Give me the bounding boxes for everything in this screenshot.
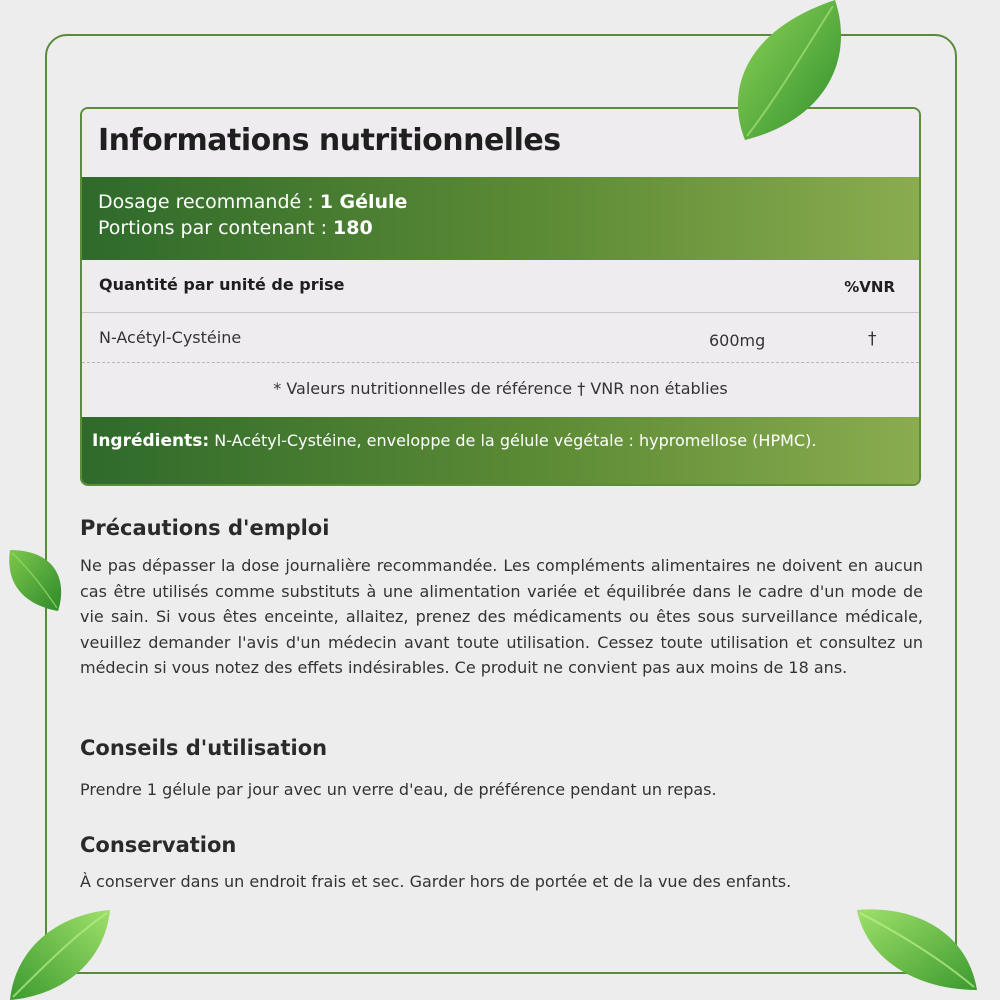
usage-title: Conseils d'utilisation [80,736,328,760]
item-name: N-Acétyl-Cystéine [99,328,242,347]
dosage-label: Dosage recommandé : [98,191,320,213]
dosage-value: 1 Gélule [319,191,408,213]
vnr-column-header: %VNR [844,278,895,296]
item-amount: 600mg [709,331,766,350]
precautions-text: Ne pas dépasser la dose journalière recommandée. Les compléments alimentaires ne doivent en aucun cas être utilisés comme substituts à une alimentation variée et équilibrée dans le cadre d'un mode de vie sain. Si vous êtes enceinte, allaitez, prenez des médicaments ou êtes sous surveillance médicale, veuillez demander l'avis d'un médecin avant toute utilisation. Cessez toute utilisation et consultez un médecin si vous notez des effets indésirables. Ce produit ne convient pas aux moins de 18 ans. [80,556,923,677]
nutrition-title: Informations nutritionnelles [82,109,919,177]
ingredients-label: Ingrédients: [92,431,210,451]
quantity-column-header: Quantité par unité de prise [99,275,345,294]
item-vnr: † [868,329,877,349]
dosage-line [98,189,919,215]
table-row [82,312,919,363]
dosage-banner [82,177,919,260]
leaf-icon [5,905,115,1000]
ingredients-text: N-Acétyl-Cystéine, enveloppe de la gélule végétale : hypromellose (HPMC). [209,431,817,450]
portions-value: 180 [333,217,373,239]
storage-text: À conserver dans un endroit frais et sec. Garder hors de portée et de la vue des enfants. [80,872,792,891]
leaf-icon [0,545,70,615]
precautions-title: Précautions d'emploi [80,516,330,540]
footnote: * Valeurs nutritionnelles de référence † VNR non établies [82,363,919,417]
ingredients-banner [82,417,919,486]
leaf-icon [725,0,855,145]
usage-text: Prendre 1 gélule par jour avec un verre d'eau, de préférence pendant un repas. [80,780,717,799]
portions-label: Portions par contenant : [98,217,334,239]
nutrition-card [80,107,921,486]
storage-title: Conservation [80,833,237,857]
portions-line [98,215,919,241]
table-header [82,260,919,312]
leaf-icon [852,905,982,995]
